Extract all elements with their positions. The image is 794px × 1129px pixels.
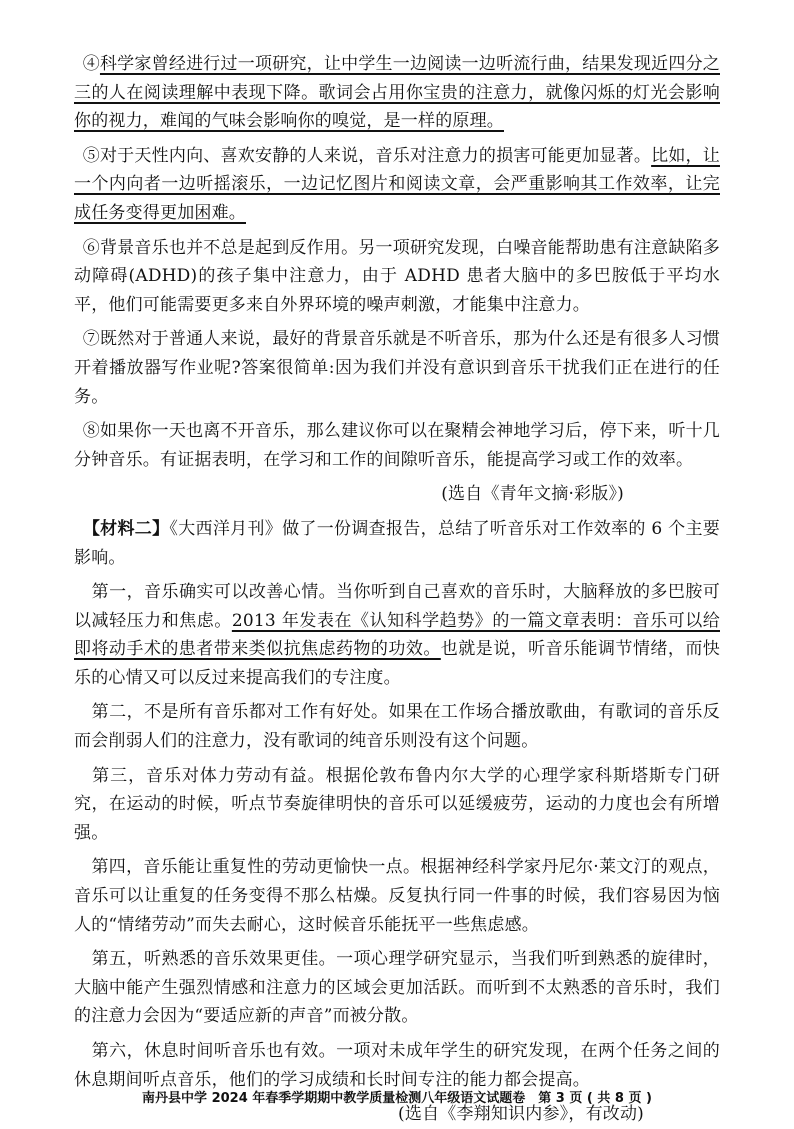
paragraph-marker: ⑧ bbox=[82, 421, 100, 442]
point-1 bbox=[74, 578, 720, 692]
paragraph-8 bbox=[74, 417, 720, 474]
paragraph-text: 对于天性内向、喜欢安静的人来说，音乐对注意力的损害可能更加显著。 bbox=[99, 145, 652, 166]
source-citation-1: (选自《青年文摘·彩版》) bbox=[441, 484, 624, 505]
underlined-sentence: 比如，让一个内向者一边听摇滚乐，一边记忆图片和阅读文章，会严重影响其工作效率，让完成任务变得更加困难。 bbox=[74, 145, 720, 223]
point-6 bbox=[74, 1037, 720, 1094]
paragraph-6 bbox=[74, 234, 720, 320]
point-text: 第三，音乐对体力劳动有益。根据伦敦布鲁内尔大学的心理学家科斯塔斯专门研究，在运动的时候，听点节奏旋律明快的音乐可以延缓疲劳，运动的力度也会有所增强。 bbox=[74, 765, 720, 843]
material-2-intro bbox=[74, 515, 720, 572]
document-body bbox=[74, 44, 720, 1129]
point-text: 第六，休息时间听音乐也有效。一项对未成年学生的研究发现，在两个任务之间的休息期间听点音乐，他们的学习成绩和长时间专注的能力都会提高。 bbox=[74, 1041, 720, 1090]
material-intro-text: 《大西洋月刊》做了一份调查报告，总结了听音乐对工作效率的 6 个主要影响。 bbox=[74, 518, 720, 568]
paragraph-marker: ⑥ bbox=[82, 237, 100, 258]
paragraph-4 bbox=[74, 50, 720, 136]
point-5 bbox=[74, 945, 720, 1031]
point-text: 第一，音乐确实可以改善心情。当你听到自己喜欢的音乐时，大脑释放的多巴胺可以减轻压力和焦虑。 bbox=[74, 582, 720, 631]
paragraph-5 bbox=[74, 142, 720, 228]
paragraph-text: 既然对于普通人来说，最好的背景音乐就是不听音乐，那为什么还是有很多人习惯开着播放器写作业呢?答案很简单:因为我们并没有意识到音乐干扰我们正在进行的任务。 bbox=[74, 329, 720, 407]
paragraph-text: 背景音乐也并不总是起到反作用。另一项研究发现，白噪音能帮助患有注意缺陷多动障碍(ADHD)的孩子集中注意力，由于 ADHD 患者大脑中的多巴胺低于平均水平，他们可能需要更多来自外界环境的噪声刺激，才能集中注意力。 bbox=[74, 237, 720, 315]
point-3 bbox=[74, 762, 720, 848]
paragraph-marker: ⑦ bbox=[82, 329, 100, 350]
point-text: 也就是说，听音乐能调节情绪，而快乐的心情又可以反过来提高我们的专注度。 bbox=[74, 639, 720, 688]
paragraph-text: 如果你一天也离不开音乐，那么建议你可以在聚精会神地学习后，停下来，听十几分钟音乐。有证据表明，在学习和工作的间隙听音乐，能提高学习或工作的效率。 bbox=[74, 421, 720, 470]
point-4 bbox=[74, 853, 720, 939]
point-2 bbox=[74, 698, 720, 755]
paragraph-marker: ④ bbox=[82, 54, 100, 74]
point-text: 第二，不是所有音乐都对工作有好处。如果在工作场合播放歌曲，有歌词的音乐反而会削弱人们的注意力，没有歌词的纯音乐则没有这个问题。 bbox=[74, 702, 720, 752]
material-label: 【材料二】 bbox=[82, 518, 170, 539]
paragraph-7 bbox=[74, 325, 720, 411]
underlined-sentence: 2013 年发表在《认知科学趋势》的一篇文章表明：音乐可以给即将动手术的患者带来类似抗焦虑药物的功效。 bbox=[74, 610, 720, 660]
paragraph-marker: ⑤ bbox=[82, 145, 100, 166]
point-text: 第五，听熟悉的音乐效果更佳。一项心理学研究显示，当我们听到熟悉的旋律时，大脑中能产生强烈情感和注意力的区域会更加活跃。而听到不太熟悉的音乐时，我们的注意力会因为“要适应新的声音”而被分散。 bbox=[74, 949, 720, 1027]
point-text: 第四，音乐能让重复性的劳动更愉快一点。根据神经科学家丹尼尔·莱文汀的观点，音乐可以让重复的任务变得不那么枯燥。反复执行同一件事的时候，我们容易因为恼人的“情绪劳动”而失去耐心，这时候音乐能抚平一些焦虑感。 bbox=[74, 857, 720, 935]
page-footer: 南丹县中学 2024 年春季学期期中教学质量检测八年级语文试题卷 第 3 页 ( 共 8 页 ) bbox=[142, 1091, 652, 1106]
source-citation-2: (选自《李翔知识内参》，有改动) bbox=[398, 1104, 644, 1125]
underlined-sentence: 科学家曾经进行过一项研究，让中学生一边阅读一边听流行曲，结果发现近四分之三的人在阅读理解中表现下降。歌词会占用你宝贵的注意力，就像闪烁的灯光会影响你的视力，难闻的气味会影响你的嗅觉，是一样的原理。 bbox=[74, 54, 720, 132]
